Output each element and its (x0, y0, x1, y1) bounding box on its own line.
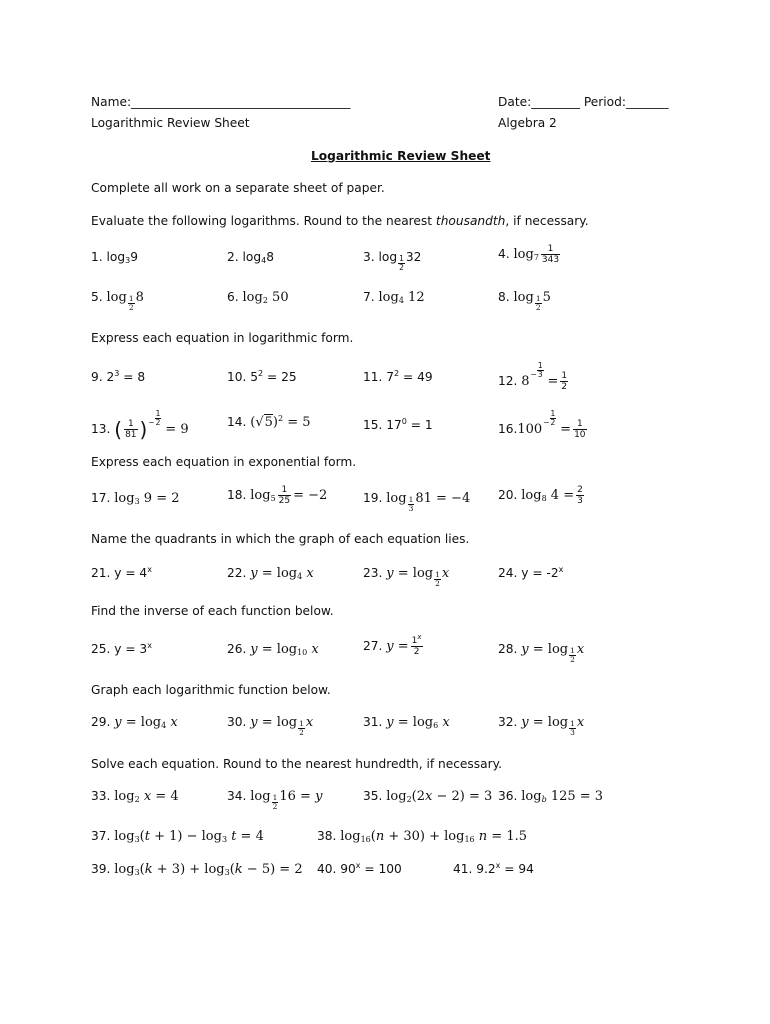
date-period-line: Date:________ Period:_______ (498, 95, 669, 109)
course-name: Algebra 2 (498, 116, 557, 130)
problem-2: 2. $\log_48$ (227, 250, 274, 265)
problem-29: 29. $y = \log_4 x$ (91, 715, 178, 730)
problem-14: 14. $(√5)^2 = 5$ (227, 414, 311, 430)
problem-30: 30. y = log $\frac{1}{2}$ x (227, 715, 314, 737)
quadrants-instruction: Name the quadrants in which the graph of each equation lies. (91, 532, 470, 546)
problem-24: 24. $y = -2^x$ (498, 565, 564, 580)
problem-20: 20. $\log_8 4$ = $\frac{2}{3}$ (498, 485, 583, 506)
problem-38: 38. $\log_{16}(n + 30) + \log_{16} n = 1.5$ (317, 829, 527, 844)
problem-19: 19. log $\frac{1}{3}$ 81 = −4 (363, 491, 471, 513)
problem-33: 33. $\log_2 x = 4$ (91, 789, 179, 804)
problem-25: 25. $y = 3^x$ (91, 641, 152, 656)
problem-21: 21. $y = 4^x$ (91, 565, 152, 580)
problem-4: 4. $\log_7$ $\frac{1}{343}$ (498, 244, 560, 265)
solve-instruction: Solve each equation. Round to the nearest hundredth, if necessary. (91, 757, 502, 771)
problem-32: 32. y = log $\frac{1}{3}$ x (498, 715, 585, 737)
problem-31: 31. $y = \log_6 x$ (363, 715, 450, 730)
problem-6: 6. $\log_2 50$ (227, 290, 289, 305)
problem-1: 1. $\log_39$ (91, 250, 138, 265)
problem-27: 27. y = $\frac{1^x}{2}$ (363, 633, 422, 657)
problem-28: 28. y = log $\frac{1}{2}$ x (498, 642, 585, 664)
inverse-instruction: Find the inverse of each function below. (91, 604, 334, 618)
problem-39: 39. $\log_3(k + 3) + \log_3(k - 5) = 2$ (91, 862, 303, 877)
problem-41: 41. $9.2^x = 94$ (453, 861, 534, 876)
page-title: Logarithmic Review Sheet (311, 149, 491, 163)
problem-36: 36. $\log_b 125 = 3$ (498, 789, 604, 804)
problem-5: 5. log $\frac{1}{2}$ 8 (91, 290, 144, 312)
problem-22: 22. $y = \log_4 x$ (227, 566, 314, 581)
problem-40: 40. $90^x = 100$ (317, 861, 402, 876)
problem-18: 18. $\log_5$ $\frac{1}{25}$ = −2 (227, 485, 328, 506)
evaluate-instruction: Evaluate the following logarithms. Round to the nearest thousandth, if necessary. (91, 214, 589, 228)
problem-26: 26. $y = \log_{10} x$ (227, 642, 319, 657)
exp-form-instruction: Express each equation in exponential form. (91, 455, 357, 469)
log-form-instruction: Express each equation in logarithmic form. (91, 331, 354, 345)
problem-8: 8. log $\frac{1}{2}$ 5 (498, 290, 551, 312)
problem-37: 37. $\log_3(t + 1) - \log_3 t = 4$ (91, 829, 264, 844)
problem-16: 16.100− $\frac{1}{2}$ = $\frac{1}{10}$ (498, 409, 586, 440)
problem-13: 13. ( $\frac{1}{81}$ )− $\frac{1}{2}$ = 9 (91, 409, 189, 442)
problem-9: 9. $2^3 = 8$ (91, 369, 146, 384)
problem-15: 15. $17^0 = 1$ (363, 417, 433, 432)
graph-instruction: Graph each logarithmic function below. (91, 683, 331, 697)
problem-7: 7. $\log_4 12$ (363, 290, 425, 305)
problem-17: 17. $\log_3 9 = 2$ (91, 491, 180, 506)
name-line: Name:____________________________________ (91, 95, 351, 109)
problem-11: 11. $7^2 = 49$ (363, 369, 433, 384)
problem-35: 35. $\log_2(2x - 2) = 3$ (363, 789, 493, 804)
general-instruction: Complete all work on a separate sheet of paper. (91, 181, 385, 195)
problem-10: 10. $5^2 = 25$ (227, 369, 297, 384)
problem-3: 3. log $\frac{1}{2}$ 32 (363, 250, 422, 272)
problem-23: 23. y = log $\frac{1}{2}$ x (363, 566, 450, 588)
sheet-name: Logarithmic Review Sheet (91, 116, 250, 130)
problem-34: 34. log $\frac{1}{2}$ 16 = y (227, 789, 323, 811)
problem-12: 12. 8− $\frac{1}{3}$ = $\frac{1}{2}$ (498, 361, 568, 392)
